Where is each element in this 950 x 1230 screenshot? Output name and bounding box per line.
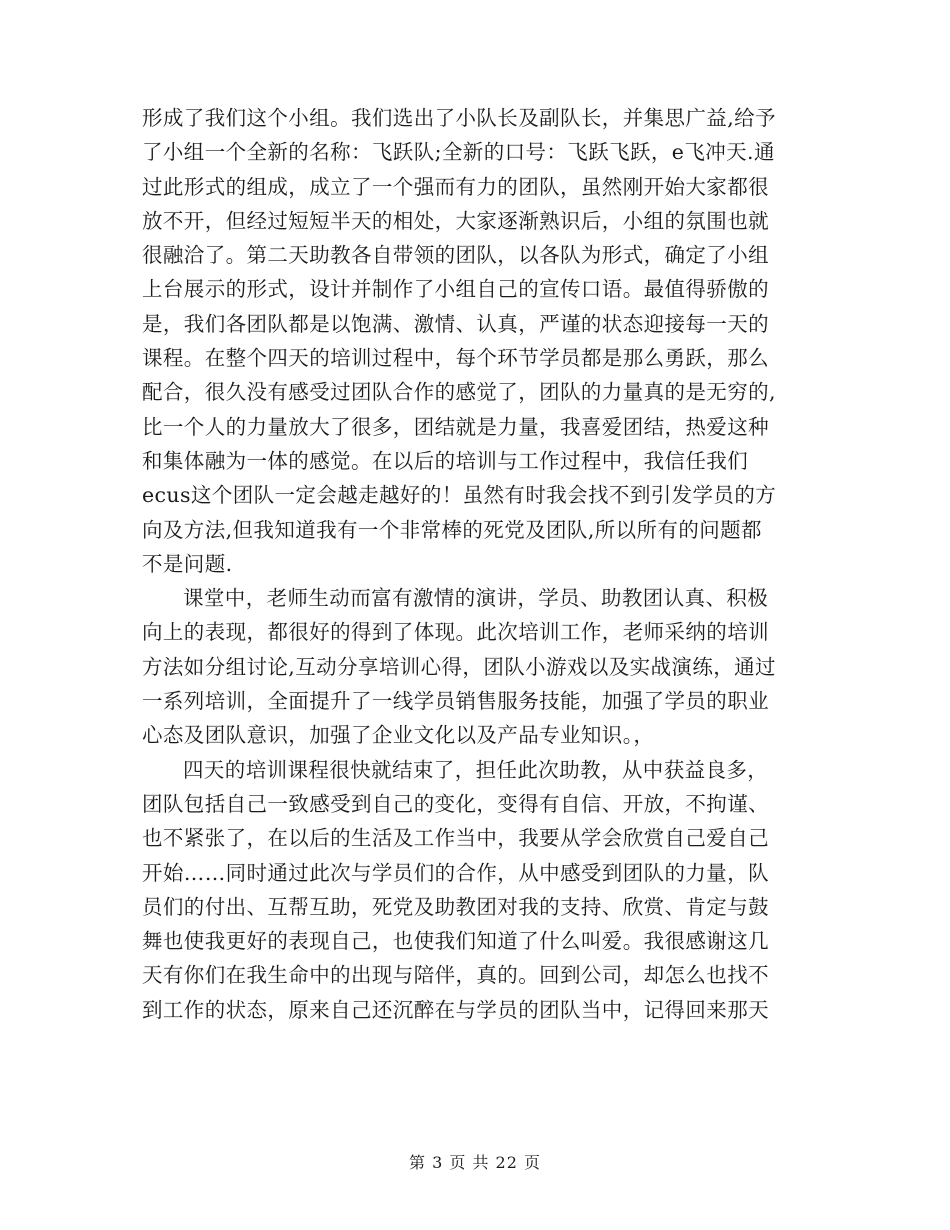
text-line: 心态及团队意识，加强了企业文化以及产品专业知识。， bbox=[142, 723, 655, 748]
text-line: 上台展示的形式，设计并制作了小组自己的宣传口语。最值得骄傲的 bbox=[142, 277, 769, 302]
text-line: 比一个人的力量放大了很多，团结就是力量，我喜爱团结，热爱这种 bbox=[142, 414, 769, 439]
text-line: ecus这个团队一定会越走越好的！虽然有时我会找不到引发学员的方 bbox=[142, 483, 777, 508]
text-line: 团队包括自己一致感受到自己的变化，变得有自信、开放，不拘谨、 bbox=[142, 791, 769, 816]
text-line: 一系列培训，全面提升了一线学员销售服务技能，加强了学员的职业 bbox=[142, 689, 769, 714]
text-line: 了小组一个全新的名称：飞跃队;全新的口号：飞跃飞跃，e飞冲天.通 bbox=[142, 140, 775, 165]
text-line: 课程。在整个四天的培训过程中，每个环节学员都是那么勇跃，那么 bbox=[142, 346, 769, 371]
text-line: 开始……同时通过此次与学员们的合作，从中感受到团队的力量，队 bbox=[142, 860, 769, 885]
text-line: 不是问题. bbox=[142, 551, 233, 576]
page-number-footer: 第 3 页 共 22 页 bbox=[409, 1153, 541, 1172]
text-line: 到工作的状态，原来自己还沉醉在与学员的团队当中，记得回来那天 bbox=[142, 997, 769, 1022]
text-line: 很融洽了。第二天助教各自带领的团队，以各队为形式，确定了小组 bbox=[142, 243, 769, 268]
paragraph-start-line: 课堂中，老师生动而富有激情的演讲，学员、助教团认真、积极 bbox=[183, 586, 769, 611]
text-line: 过此形式的组成，成立了一个强而有力的团队，虽然刚开始大家都很 bbox=[142, 174, 769, 199]
text-line: 配合，很久没有感受过团队合作的感觉了，团队的力量真的是无穷的, bbox=[142, 380, 776, 405]
text-line: 向上的表现，都很好的得到了体现。此次培训工作，老师采纳的培训 bbox=[142, 620, 769, 645]
paragraph-start-line: 四天的培训课程很快就结束了，担任此次助教，从中获益良多， bbox=[183, 757, 769, 782]
text-line: 放不开，但经过短短半天的相处，大家逐渐熟识后，小组的氛围也就 bbox=[142, 208, 769, 233]
text-line: 形成了我们这个小组。我们选出了小队长及副队长，并集思广益,给予 bbox=[142, 106, 776, 130]
body-text bbox=[142, 101, 822, 1027]
text-line: 方法如分组讨论,互动分享培训心得，团队小游戏以及实战演练，通过 bbox=[142, 654, 776, 679]
text-line: 也不紧张了，在以后的生活及工作当中，我要从学会欣赏自己爱自己 bbox=[142, 826, 769, 851]
text-line: 和集体融为一体的感觉。在以后的培训与工作过程中，我信任我们 bbox=[142, 448, 749, 473]
text-line: 天有你们在我生命中的出现与陪伴，真的。回到公司，却怎么也找不 bbox=[142, 963, 769, 988]
text-line: 员们的付出、互帮互助，死党及助教团对我的支持、欣赏、肯定与鼓 bbox=[142, 894, 769, 919]
text-line: 舞也使我更好的表现自己，也使我们知道了什么叫爱。我很感谢这几 bbox=[142, 929, 769, 954]
text-line: 是，我们各团队都是以饱满、激情、认真，严谨的状态迎接每一天的 bbox=[142, 311, 769, 336]
text-line: 向及方法,但我知道我有一个非常棒的死党及团队,所以所有的问题都 bbox=[142, 517, 762, 542]
